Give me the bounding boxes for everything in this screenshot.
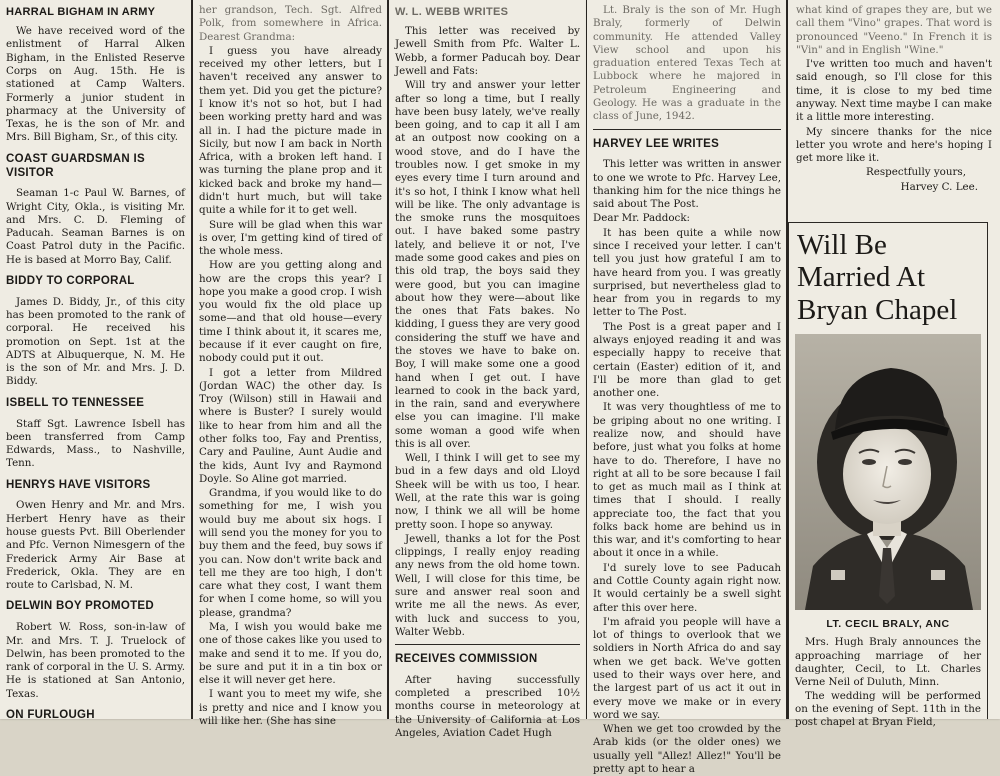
letter-polk-para: I got a letter from Mildred (Jordan WAC) the other day. Is Troy (Wilson) still in Hawaii and where is Buster? I surely would like to hear from him and all the other folks too, Fay and Prentiss, Cary and Pauline, Aunt Audie and the kids, Aunt Ivy and Raymond Doyle. So Aline got married. — [199, 366, 382, 485]
letter-lee-para: When we get too crowded by the Arab kids (or the older ones) we usually yell "Allez! Allez!" You'll be pretty apt to hear a — [593, 723, 781, 775]
letter-lee-para: It was very thoughtless of me to be griping about no one writing. I realize now, and should have before, just what you folks at home have to do. Therefore, I have no right at all to be sore because I fail to get as much mail as I think at times that I should. I really appreciate too, the fact that you folks back home are behind us in this war, and it's comforting to hear about it once in a while. — [593, 401, 781, 560]
letter-lee-cont-para: I've written too much and haven't said enough, so I'll close for this time, it is close to my bed time anyway. Next time maybe I can make it a little more interesting. — [796, 58, 992, 124]
clipping-column-1 — [0, 0, 191, 719]
letter-webb-intro: This letter was received by Jewell Smith from Pfc. Walter L. Webb, a former Paducah boy. Dear Jewell and Fats: — [395, 25, 580, 78]
headline-bigham: HARRAL BIGHAM IN ARMY — [6, 6, 156, 18]
letter-lee-salutation: Dear Mr. Paddock: — [593, 212, 691, 225]
headline-coast-guardsman: COAST GUARDSMAN IS VISITOR — [6, 152, 145, 179]
headline-biddy: BIDDY TO CORPORAL — [6, 275, 135, 287]
article-delwin: Robert W. Ross, son-in-law of Mr. and Mrs. T. J. Truelock of Delwin, has been promoted to the rank of corporal in the U. S. Army. He is stationed at San Antonio, Texas. — [6, 621, 185, 700]
column-1-content — [0, 0, 191, 723]
letter-lee-signature: Harvey C. Lee. — [900, 180, 978, 193]
clipping-column-2 — [193, 0, 388, 727]
headline-henrys: HENRYS HAVE VISITORS — [6, 478, 151, 491]
letter-lee-intro: This letter was written in answer to one we wrote to Pfc. Harvey Lee, thanking him for the nice things he said about The Post. — [593, 158, 781, 211]
article-isbell: Staff Sgt. Lawrence Isbell has been transferred from Camp Edwards, Mass., to Nashville, Tenn. — [6, 417, 185, 470]
photo-caption: LT. CECIL BRALY, ANC — [826, 618, 950, 631]
letter-webb-para: Will try and answer your letter after so long a time, but I really have been busy lately, we've really been going, and to cap it all I am at an outpost now cooking on a wood stove, and do I have the troubles now. I get smoke in my eyes every time I turn around and it's so hot, I think I know what hell will be like. The only advantage is the smoke runs the mosquitoes out. I have baked some pastry lately, and believe it or not, I've made some good cakes and pies on this old trap, the boys said they were good, but you can imagine about how they were—about like the ones that Fats bakes. No kidding, I guess they are very good considering the stuff we have and the stoves we have to bake on. Boy, I will make some one a good hand when I get out. I have learned to cook in the back yard, in the rain, sand and everywhere else you can imagine. I'll make some woman a good wife when this is all over. — [395, 79, 580, 450]
headline-delwin: DELWIN BOY PROMOTED — [6, 600, 154, 613]
letter-polk-intro: her grandson, Tech. Sgt. Alfred Polk, from somewhere in Africa. Dearest Grandma: — [199, 4, 382, 43]
letter-lee-closing: Respectfully yours, — [866, 166, 966, 179]
letter-lee-para: I'm afraid you people will have a lot of things to overlook that we soldiers in North Africa do and say when we get back. We've gotten used to their ways over here, and the largest part of us act it out in every move we make or in every word we say. — [593, 615, 781, 721]
letter-webb-para: Jewell, thanks a lot for the Post clippings, I really enjoy reading any news from the old home town. Well, I will close for this time, be sure and answer real soon and write me all the news. As ever, with luck and success to you, Walter Webb. — [395, 532, 580, 638]
column-3-content — [389, 0, 586, 740]
wedding-article — [795, 636, 981, 729]
column-2-content — [193, 0, 388, 728]
headline-harvey-lee: HARVEY LEE WRITES — [593, 137, 720, 150]
article-henrys: Owen Henry and Mr. and Mrs. Herbert Henry have as their house guests Pvt. Bill Oberlender and Pfc. Vernon Nimesgern of the Frederick Army Air Base at Frederick, Okla. They are en route to Carlsbad, N. M. — [6, 499, 185, 592]
letter-polk-para: I want you to meet my wife, she is pretty and nice and I know you will like her. (She has sine — [199, 688, 382, 727]
headline-webb: W. L. WEBB WRITES — [395, 6, 509, 18]
section-divider — [593, 129, 781, 130]
letter-polk-para: Grandma, if you would like to do something for me, I wish you would buy me about six hogs. I will send you the money for you to buy them and the feed, buy sows if you can. Now don't write back and tell me they are too high, I don't care what they cost, I want them for when I come home, so will you please, grandma? — [199, 487, 382, 619]
letter-webb-para: Well, I think I will get to see my bud in a few days and old Lloyd Sheek will be with us too, I hear. Well, at the rate this war is going now, I think we all will be home pretty soon. I hope so anyway. — [395, 452, 580, 531]
letter-lee-para: It has been quite a while now since I received your letter. I can't tell you just how grateful I am to have heard from you. I was greatly surprised, but nevertheless glad to hear from you in regards to my letter to The Post. — [593, 226, 781, 319]
article-braly-lead: Lt. Braly is the son of Mr. Hugh Braly, formerly of Delwin community. He attended Valley View school and upon his graduation entered Texas Tech at Lubbock where he majored in Petroleum Engineering and Geology. He was a graduate in the class of June, 1942. — [593, 4, 781, 123]
letter-polk-para: How are you getting along and how are the crops this year? I hope you make a good crop. I wish you would fix the old place up some—and that old house—every time I think about it, it scares me, because if it ever caught on fire, nobody could put it out. — [199, 259, 382, 365]
letter-lee-continued — [788, 0, 1000, 214]
headline-isbell: ISBELL TO TENNESSEE — [6, 396, 145, 409]
article-bigham: We have received word of the enlistment of Harral Alken Bigham, in the Enlisted Reserve Corps on Aug. 15th. He is stationed at Camp Walters. Formerly a junior student in pharmacy at the University of Texas, he is the son of Mr. and Mrs. Bill Bigham, Sr., of this city. — [6, 25, 185, 144]
clipping-column-3 — [389, 0, 586, 740]
letter-polk-para: I guess you have already received my other letters, but I haven't received any answer to them yet. Did you get the picture? I know it's not so hot, but I had been working pretty hard and was all in. I had the picture made in Sicily, but now I am back in North Africa, with a broken left hand. I was turning the plane prop and it kicked back and broke my hand—didn't hurt much, but will take quite a while for it to get well. — [199, 44, 382, 217]
portrait-image — [795, 334, 981, 610]
letter-lee-cont-para: what kind of grapes they are, but we call them "Vino" grapes. That word is pronounced "Veeno." In French it is "Vin" and in English "Wine." — [796, 4, 992, 56]
column-4-content — [587, 0, 787, 776]
wedding-para: The wedding will be performed on the evening of Sept. 11th in the post chapel at Bryan Field, — [795, 689, 981, 729]
column-5-content — [796, 4, 992, 194]
clipping-column-4 — [587, 0, 787, 775]
article-commission: After having successfully completed a prescribed 10½ months course in meteorology at the University of California at Los Angeles, Aviation Cadet Hugh — [395, 673, 580, 740]
wedding-announcement-box — [788, 222, 988, 729]
wedding-para: Mrs. Hugh Braly announces the approaching marriage of her daughter, Cecil, to Lt. Charles Verne Neil of Duluth, Minn. — [795, 636, 981, 689]
letter-lee-para: The Post is a great paper and I always enjoyed reading it and was especially happy to receive that certain (Easter) edition of it, and I'll be more than glad to get another one. — [593, 320, 781, 400]
letter-polk-para: Sure will be glad when this war is over, I'm getting kind of tired of the whole mess. — [199, 218, 382, 258]
section-divider — [395, 644, 580, 645]
headline-commission: RECEIVES COMMISSION — [395, 653, 538, 666]
headline-furlough: ON FURLOUGH — [6, 708, 95, 721]
letter-lee-cont-para: My sincere thanks for the nice letter you wrote and here's hoping I get more like it. — [796, 125, 992, 165]
headline-wedding: Will Be Married At Bryan Chapel — [797, 229, 958, 326]
letter-lee-para: I'd surely love to see Paducah and Cottle County again right now. It would certainly be a swell sight after this over here. — [593, 561, 781, 614]
letter-polk-para: Ma, I wish you would bake me one of those cakes like you used to make and send it to me. If you do, be sure and put it in a tin box or else it will never get here. — [199, 620, 382, 687]
article-coast-guardsman: Seaman 1-c Paul W. Barnes, of Wright City, Okla., is visiting Mr. and Mrs. C. D. Fleming of Paducah. Seaman Barnes is on Coast Patrol duty in the Pacific. He is based at Morro Bay, Calif. — [6, 187, 185, 266]
article-biddy: James D. Biddy, Jr., of this city has been promoted to the rank of corporal. He received his promotion on Sept. 1st at the ADTS at Albuquerque, N. M. He is the son of Mr. and Mrs. J. D. Biddy. — [6, 295, 185, 388]
portrait-photo — [795, 334, 981, 610]
